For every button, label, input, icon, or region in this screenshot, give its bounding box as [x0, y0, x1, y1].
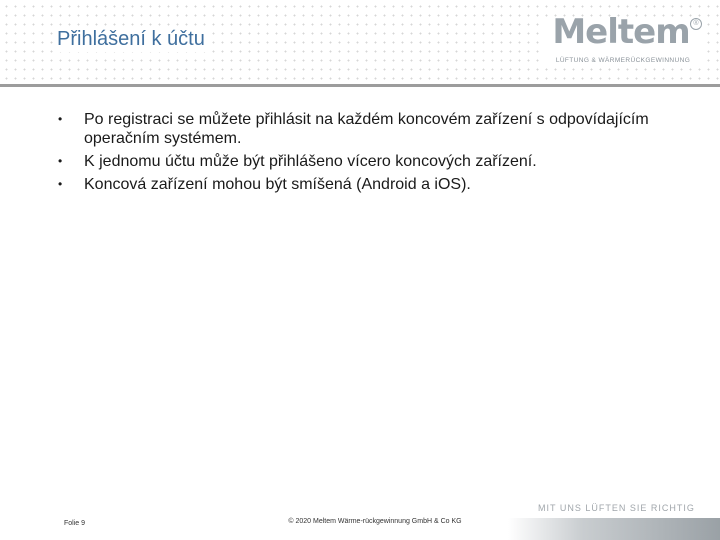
bullet-item: [58, 110, 658, 148]
bullet-list: [58, 110, 658, 198]
bullet-text: Po registraci se můžete přihlásit na každém koncovém zařízení s odpovídajícím operačním systémem.: [84, 111, 649, 147]
meltem-logo: [544, 12, 702, 66]
slide-title: Přihlášení k účtu: [57, 26, 209, 52]
bullet-dot: •: [58, 177, 63, 191]
logo-wordmark: Meltem: [552, 12, 690, 52]
bullet-dot: •: [58, 154, 63, 168]
bullet-item: [58, 152, 658, 171]
registered-mark: ®: [690, 18, 702, 30]
header-divider: [0, 84, 720, 87]
logo-tagline: LÜFTUNG & WÄRMERÜCKGEWINNUNG: [555, 57, 691, 64]
copyright-text: © 2020 Meltem Wärme-rückgewinnung GmbH & Co KG: [288, 518, 462, 525]
footer-gradient-bar: [508, 518, 720, 540]
bullet-text: Koncová zařízení mohou být smíšená (Android a iOS).: [84, 176, 471, 193]
page-number: Folie 9: [64, 520, 86, 527]
bullet-text: K jednomu účtu může být přihlášeno vícero koncových zařízení.: [84, 153, 537, 170]
bullet-dot: •: [58, 112, 63, 126]
slogan: MIT UNS LÜFTEN SIE RICHTIG: [538, 503, 695, 513]
bullet-item: [58, 175, 658, 194]
